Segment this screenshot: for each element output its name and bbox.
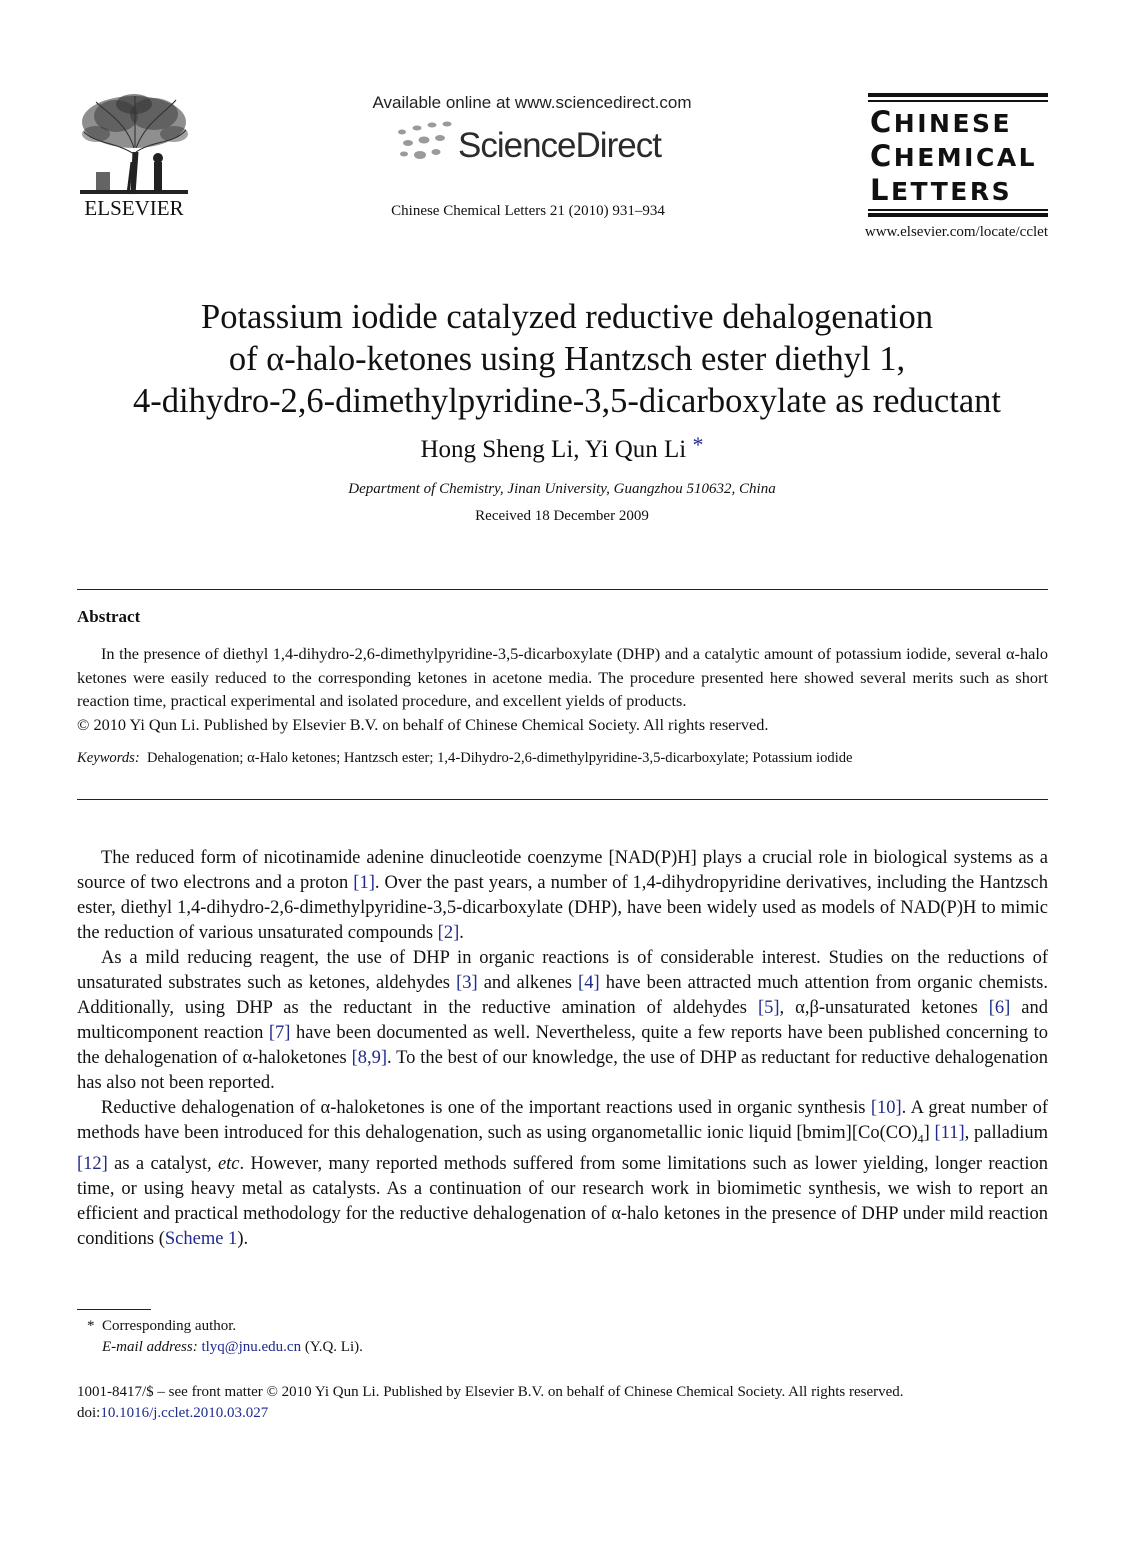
masthead-rule — [868, 213, 1048, 217]
footnote-corresponding: * Corresponding author. — [87, 1318, 237, 1334]
citation-link[interactable]: [10] — [870, 1098, 902, 1118]
article-title — [70, 296, 1064, 422]
masthead-line-3: LETTERS — [870, 173, 1013, 207]
journal-masthead — [868, 93, 1050, 220]
keywords-label: Keywords: — [77, 750, 140, 766]
doi-link[interactable]: 10.1016/j.cclet.2010.03.027 — [100, 1405, 269, 1421]
citation-link[interactable]: [11] — [934, 1123, 965, 1143]
affiliation: Department of Chemistry, Jinan University, Guangzhou 510632, China — [348, 481, 776, 497]
page-footer — [77, 1382, 1077, 1424]
footnote — [87, 1316, 787, 1358]
paragraph-3: Reductive dehalogenation of α-haloketones is one of the important reactions used in organic synthesis [10]. A great number of methods have been introduced for this dehalogenation, such as using organometallic ionic liquid $[bmim][Co(CO)_4]$ [11], palladium [12] as a catalyst, etc. However, many reported methods suffered from some limitations such as lower yielding, longer reaction time, or using heavy metal as catalysts. As a continuation of our research work in biomimetic synthesis, we wish to report an efficient and practical methodology for the reductive dehalogenation of α-halo ketones in the presence of DHP under mild reaction conditions (Scheme 1). — [77, 1098, 1048, 1249]
citation-link[interactable]: [12] — [77, 1153, 108, 1174]
issn-line: 1001-8417/$ – see front matter © 2010 Yi Qun Li. Published by Elsevier B.V. on behalf of Chinese Chemical Society. All rights reserved. — [77, 1384, 904, 1400]
citation-link[interactable]: [5] — [757, 998, 780, 1018]
masthead-rule — [868, 209, 1048, 211]
author-names: Hong Sheng Li, Yi Qun Li — [420, 436, 687, 463]
citation-link[interactable]: [6] — [988, 998, 1011, 1018]
article-body — [77, 846, 1048, 1252]
subscript: 4 — [917, 1131, 924, 1146]
elsevier-logo — [76, 92, 192, 222]
citation-link[interactable]: [3] — [456, 973, 478, 993]
title-line: 4-dihydro-2,6-dimethylpyridine-3,5-dicarboxylate as reductant — [133, 382, 1001, 420]
journal-url-link[interactable]: www.elsevier.com/locate/cclet — [864, 224, 1048, 240]
masthead-line-2: CHEMICAL — [870, 139, 1038, 173]
abstract-body — [77, 642, 1048, 736]
citation-link[interactable]: [2] — [437, 923, 460, 943]
received-date: Received 18 December 2009 — [475, 508, 649, 524]
citation-link[interactable]: [8,9] — [351, 1048, 388, 1068]
elsevier-wordmark: ELSEVIER — [84, 196, 184, 220]
authors — [300, 432, 824, 464]
journal-citation: Chinese Chemical Letters 21 (2010) 931–934 — [391, 203, 665, 219]
abstract-text: In the presence of diethyl 1,4-dihydro-2,6-dimethylpyridine-3,5-dicarboxylate (DHP) and a catalytic amount of potassium iodide, several α-halo ketones were easily reduced to the corresponding ketones in acetone media. The procedure presented here showed several merits such as short reaction time, practical experimental and isolated procedure, and excellent yields of products. — [77, 644, 1048, 710]
paragraph-2: As a mild reducing reagent, the use of DHP in organic reactions is of considerable interest. Studies on the reductions of unsaturated substrates such as ketones, aldehydes [3] and alkenes [4] have been attracted much attention from organic chemists. Additionally, using DHP as the reductant in the reductive amination of aldehydes [5], α,β-unsaturated ketones [6] and multicomponent reaction [7] have been documented as well. Nevertheless, quite a few reports have been published concerning to the dehalogenation of α-haloketones [8,9]. To the best of our knowledge, the use of DHP as reductant for reductive dehalogenation has also not been reported. — [77, 948, 1048, 1093]
sciencedirect-dots-icon — [390, 118, 460, 168]
title-line: of α-halo-ketones using Hantzsch ester diethyl 1, — [228, 340, 906, 378]
corresponding-author-link[interactable]: * — [692, 432, 704, 457]
footnote-rule — [77, 1309, 151, 1310]
available-online-text: Available online at www.sciencedirect.com — [372, 93, 692, 112]
abstract-top-rule — [77, 589, 1048, 590]
keywords — [77, 750, 1067, 767]
citation-link[interactable]: [1] — [353, 873, 375, 893]
footnote-email: E-mail address: tlyq@jnu.edu.cn (Y.Q. Li). — [102, 1339, 363, 1355]
masthead-rule — [868, 100, 1048, 102]
paragraph-1: The reduced form of nicotinamide adenine dinucleotide coenzyme [NAD(P)H] plays a crucial role in biological systems as a source of two electrons and a proton [1]. Over the past years, a number of 1,4-dihydropyridine derivatives, including the Hantzsch ester, diethyl 1,4-dihydro-2,6-dimethylpyridine-3,5-dicarboxylate (DHP), have been widely used as models of NAD(P)H to mimic the reduction of various unsaturated compounds [2]. — [77, 848, 1048, 943]
sciencedirect-wordmark: ScienceDirect — [458, 126, 661, 165]
sciencedirect-logo[interactable] — [390, 118, 680, 168]
citation-link[interactable]: [7] — [268, 1023, 291, 1043]
abstract-copyright: © 2010 Yi Qun Li. Published by Elsevier B.V. on behalf of Chinese Chemical Society. All rights reserved. — [77, 714, 769, 734]
title-line: Potassium iodide catalyzed reductive dehalogenation — [201, 298, 933, 336]
doi-line: doi:10.1016/j.cclet.2010.03.027 — [77, 1405, 269, 1421]
scheme-link[interactable]: Scheme 1 — [164, 1228, 238, 1249]
abstract-heading: Abstract — [77, 607, 141, 626]
keywords-list: Dehalogenation; α-Halo ketones; Hantzsch ester; 1,4-Dihydro-2,6-dimethylpyridine-3,5-dicarboxylate; Potassium iodide — [147, 750, 853, 766]
masthead-rule — [868, 93, 1048, 97]
masthead-line-1: CHINESE — [870, 105, 1013, 139]
citation-link[interactable]: [4] — [578, 973, 600, 993]
abstract-bottom-rule — [77, 799, 1048, 800]
elsevier-tree-icon — [76, 92, 192, 196]
email-link[interactable]: tlyq@jnu.edu.cn — [201, 1339, 302, 1355]
